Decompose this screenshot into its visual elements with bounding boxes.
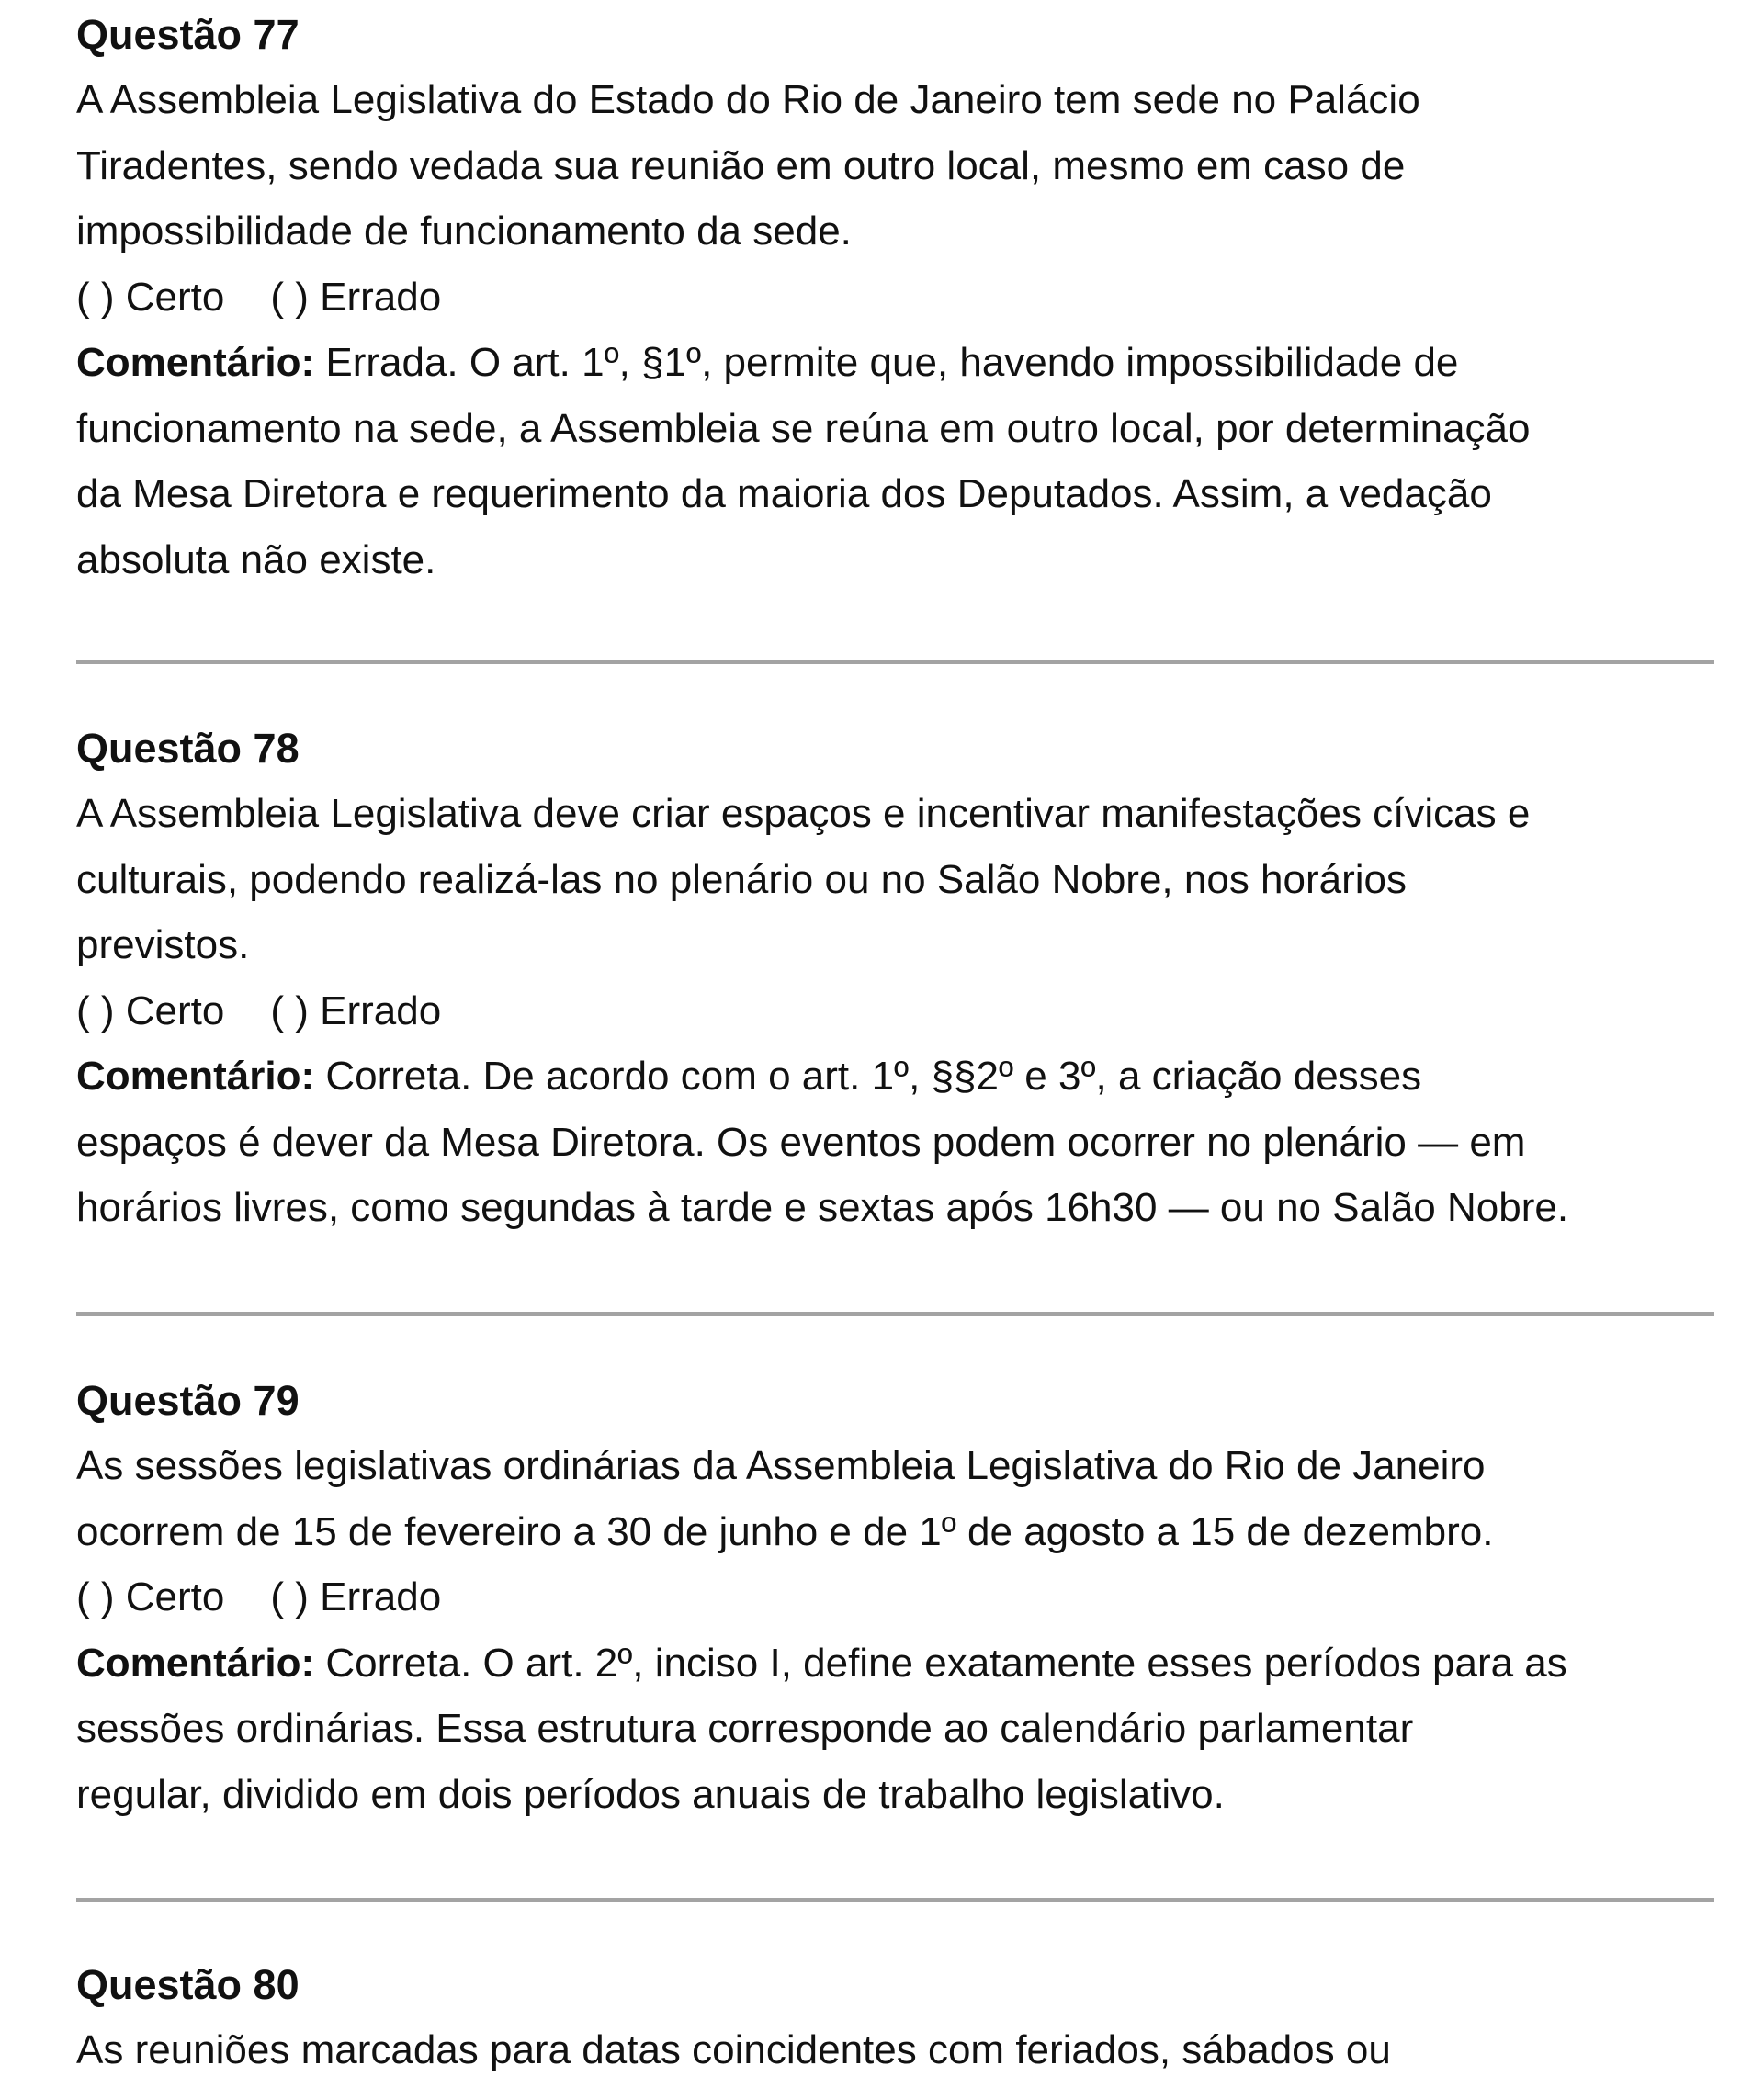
comment-line: absoluta não existe. [76, 536, 436, 582]
question-79 [76, 1368, 1567, 1827]
comment-text: Correta. De acordo com o art. 1º, §§2º e 3º, a criação desses [314, 1054, 1422, 1099]
statement-line: As reuniões marcadas para datas coincidentes com feriados, sábados ou [76, 2027, 1391, 2072]
question-78 [76, 716, 1568, 1241]
statement-line: A Assembleia Legislativa do Estado do Rio de Janeiro tem sede no Palácio [76, 77, 1420, 122]
statement-line: culturais, podendo realizá-las no plenário ou no Salão Nobre, nos horários [76, 856, 1408, 902]
question-title: Questão 78 [76, 725, 300, 772]
section-divider [76, 1312, 1714, 1316]
comment-line: da Mesa Diretora e requerimento da maioria dos Deputados. Assim, a vedação [76, 471, 1492, 516]
option-certo: ( ) Certo [76, 988, 225, 1033]
question-80 [76, 1952, 1391, 2083]
comment-label: Comentário: [76, 340, 315, 385]
option-certo: ( ) Certo [76, 1574, 225, 1620]
comment-line [76, 1631, 1567, 1697]
option-certo: ( ) Certo [76, 274, 225, 320]
comment-line: horários livres, como segundas à tarde e sextas após 16h30 — ou no Salão Nobre. [76, 1185, 1569, 1230]
question-title: Questão 77 [76, 11, 300, 58]
question-77 [76, 2, 1531, 593]
option-errado: ( ) Errado [270, 988, 442, 1033]
comment-line [76, 330, 1531, 396]
comment-text: Errada. O art. 1º, §1º, permite que, havendo impossibilidade de [314, 340, 1459, 385]
option-errado: ( ) Errado [270, 274, 442, 320]
section-divider [76, 660, 1714, 664]
comment-line: espaços é dever da Mesa Diretora. Os eventos podem ocorrer no plenário — em [76, 1119, 1526, 1165]
section-divider [76, 1898, 1714, 1902]
statement-line: As sessões legislativas ordinárias da Assembleia Legislativa do Rio de Janeiro [76, 1443, 1486, 1488]
comment-label: Comentário: [76, 1054, 315, 1099]
question-title: Questão 79 [76, 1377, 300, 1424]
question-title: Questão 80 [76, 1961, 300, 2008]
statement-line: impossibilidade de funcionamento da sede. [76, 209, 852, 254]
comment-text: Correta. O art. 2º, inciso I, define exatamente esses períodos para as [314, 1640, 1567, 1686]
answer-options [76, 265, 1531, 331]
statement-line: ocorrem de 15 de fevereiro a 30 de junho e de 1º de agosto a 15 de dezembro. [76, 1508, 1494, 1554]
answer-options [76, 978, 1568, 1044]
comment-line: sessões ordinárias. Essa estrutura corresponde ao calendário parlamentar [76, 1706, 1414, 1751]
comment-label: Comentário: [76, 1640, 315, 1686]
statement-line: previstos. [76, 922, 250, 967]
statement-line: A Assembleia Legislativa deve criar espaços e incentivar manifestações cívicas e [76, 791, 1531, 836]
comment-line: regular, dividido em dois períodos anuais de trabalho legislativo. [76, 1771, 1225, 1817]
comment-line [76, 1044, 1568, 1110]
option-errado: ( ) Errado [270, 1574, 442, 1620]
statement-line: Tiradentes, sendo vedada sua reunião em outro local, mesmo em caso de [76, 142, 1406, 188]
comment-line: funcionamento na sede, a Assembleia se reúna em outro local, por determinação [76, 405, 1531, 451]
answer-options [76, 1564, 1567, 1631]
